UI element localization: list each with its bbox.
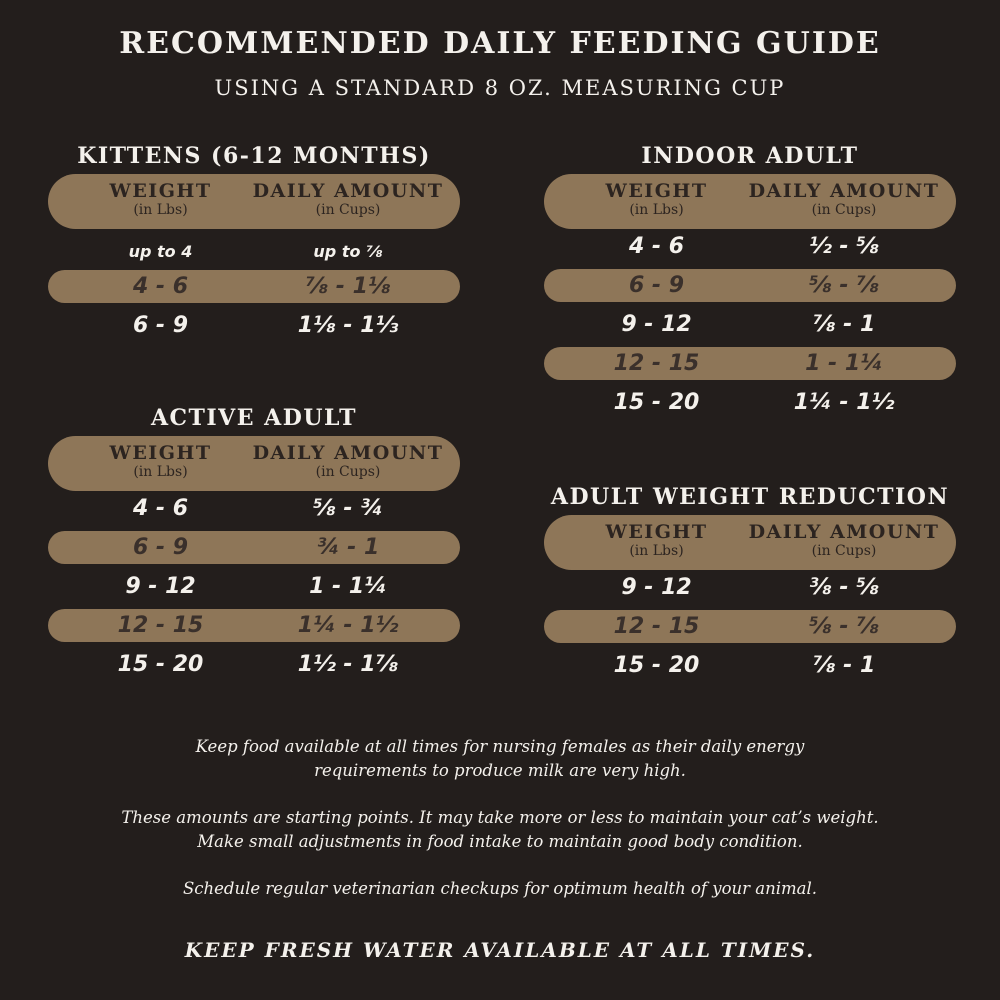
- table-row: 6 - 9 ¾ - 1: [48, 531, 460, 564]
- amount-header: DAILY AMOUNT (in Cups): [748, 521, 940, 559]
- table-row: 15 - 20 1¼ - 1½: [613, 390, 895, 415]
- water-note: KEEP FRESH WATER AVAILABLE AT ALL TIMES.: [184, 938, 816, 962]
- amount-header: DAILY AMOUNT (in Cups): [252, 442, 444, 480]
- page-title: RECOMMENDED DAILY FEEDING GUIDE: [119, 26, 881, 61]
- table-row: up to 4 up to ⅞: [128, 242, 383, 261]
- weight-reduction-header: [544, 515, 956, 570]
- table-row: 15 - 20 ⅞ - 1: [613, 653, 876, 678]
- table-row: 6 - 9 1⅛ - 1⅓: [132, 313, 399, 338]
- table-row: 12 - 15 1¼ - 1½: [48, 609, 460, 642]
- page-subtitle: USING A STANDARD 8 OZ. MEASURING CUP: [214, 76, 786, 100]
- table-row: 4 - 6 ⅝ - ¾: [132, 496, 383, 521]
- table-row: 15 - 20 1½ - 1⅞: [117, 652, 399, 677]
- kittens-header: [48, 174, 460, 229]
- table-row: 12 - 15 1 - 1¼: [544, 347, 956, 380]
- weight-header: WEIGHT (in Lbs): [605, 521, 708, 559]
- table-row: 4 - 6 ⅞ - 1⅛: [48, 270, 460, 303]
- table-row: 4 - 6 ½ - ⅝: [628, 234, 879, 259]
- active-adult-header: [48, 436, 460, 491]
- nursing-note: Keep food available at all times for nursing females as their daily energy requirements to produce milk are very high.: [195, 737, 805, 780]
- weight-reduction-title: ADULT WEIGHT REDUCTION: [550, 484, 950, 510]
- table-row: 9 - 12 ⅜ - ⅝: [621, 575, 879, 600]
- amount-header: DAILY AMOUNT (in Cups): [252, 180, 444, 218]
- table-row: 6 - 9 ⅝ - ⅞: [544, 269, 956, 302]
- table-row: 9 - 12 1 - 1¼: [125, 574, 387, 599]
- vet-note: Schedule regular veterinarian checkups for optimum health of your animal.: [182, 879, 818, 898]
- weight-header: WEIGHT (in Lbs): [109, 442, 212, 480]
- indoor-adult-title: INDOOR ADULT: [641, 143, 859, 169]
- weight-header: WEIGHT (in Lbs): [109, 180, 212, 218]
- weight-header: WEIGHT (in Lbs): [605, 180, 708, 218]
- amount-header: DAILY AMOUNT (in Cups): [748, 180, 940, 218]
- amounts-note: These amounts are starting points. It may take more or less to maintain your cat’s weight. Make small adjustments in food intake to maintain good body condition.: [121, 808, 879, 851]
- indoor-adult-header: [544, 174, 956, 229]
- table-row: 9 - 12 ⅞ - 1: [621, 312, 876, 337]
- kittens-title: KITTENS (6-12 MONTHS): [77, 143, 431, 169]
- table-row: 12 - 15 ⅝ - ⅞: [544, 610, 956, 643]
- active-adult-title: ACTIVE ADULT: [150, 405, 358, 431]
